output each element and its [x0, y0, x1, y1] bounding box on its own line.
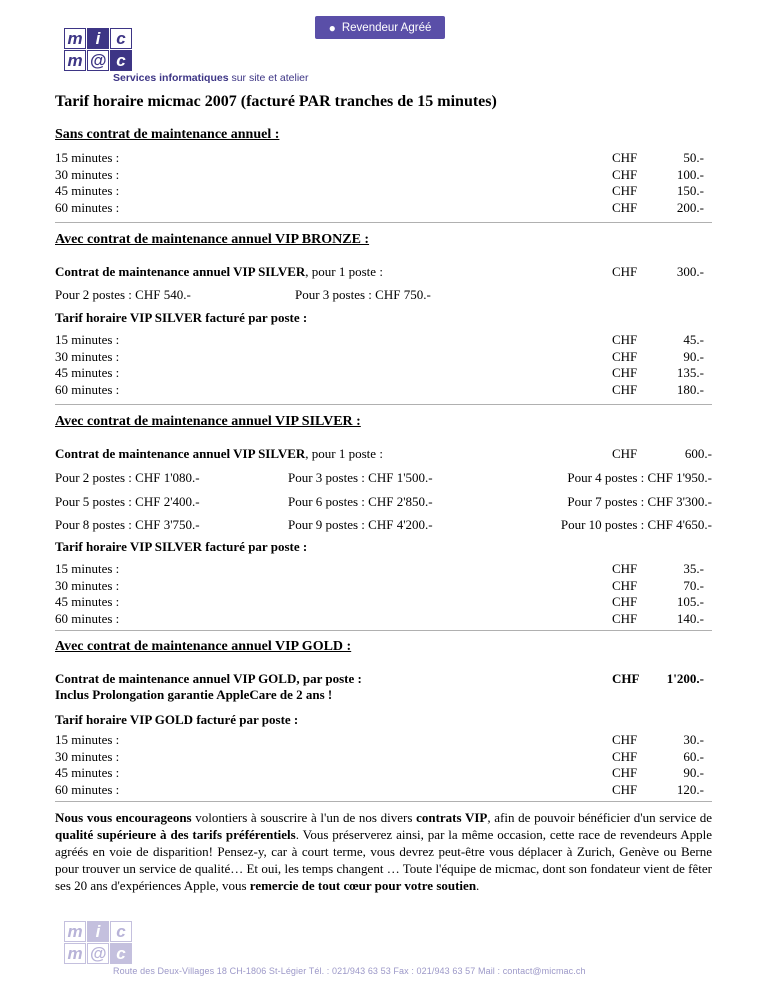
logo-cell: m: [64, 50, 86, 71]
poste-price: Pour 2 postes : CHF 1'080.-: [55, 470, 200, 485]
contract-line: Contrat de maintenance annuel VIP GOLD, par poste :: [55, 671, 362, 686]
logo-cell: m: [64, 921, 86, 942]
poste-price: Pour 2 postes : CHF 540.-: [55, 287, 191, 302]
section-heading-silver: Avec contrat de maintenance annuel VIP SILVER :: [55, 414, 361, 429]
currency-column: CHF CHF CHF CHF: [612, 561, 638, 626]
divider: [55, 222, 712, 223]
poste-price: Pour 3 postes : CHF 750.-: [295, 287, 431, 302]
currency-column: CHF CHF CHF CHF: [612, 732, 638, 797]
poste-price: Pour 7 postes : CHF 3'300.-: [567, 494, 712, 509]
logo-cell: m: [64, 943, 86, 964]
duration-list: 15 minutes : 30 minutes : 45 minutes : 60 minutes :: [55, 332, 120, 397]
poste-price: Pour 9 postes : CHF 4'200.-: [288, 517, 433, 532]
poste-price: Pour 10 postes : CHF 4'650.-: [560, 517, 712, 532]
closing-paragraph: Nous vous encourageons volontiers à souscrire à l'un de nos divers contrats VIP, afin de pouvoir bénéficier d'un service de qualité supérieure à des tarifs préférentiels. Vous préserverez ainsi, par la même occasion, cette race de revendeurs Apple agréés en voie de disparition! Pensez-y, car à court terme, vous devrez peut-être vous déplacer à Zurich, Genève ou Berne pour trouver un service de qualité… Et oui, les temps changent … Toute l'équipe de micmac, dont son fondateur vient de fêter ses 20 ans d'expériences Apple, vous remercie de tout cœur pour votre soutien.: [55, 810, 713, 893]
currency-label: CHF: [612, 264, 638, 279]
logo-cell: c: [110, 943, 132, 964]
amount-column: 35.- 70.- 105.- 140.-: [676, 561, 704, 626]
currency-label: CHF: [612, 671, 640, 686]
poste-price: Pour 6 postes : CHF 2'850.-: [288, 494, 433, 509]
duration-list: 15 minutes : 30 minutes : 45 minutes : 60 minutes :: [55, 732, 120, 797]
tagline: Services informatiques sur site et atelier: [113, 72, 309, 84]
footer-contact: Route des Deux-Villages 18 CH-1806 St-Légier Tél. : 021/943 63 53 Fax : 021/943 63 57 Mail : contact@micmac.ch: [113, 966, 586, 976]
poste-price: Pour 5 postes : CHF 2'400.-: [55, 494, 200, 509]
logo-cell: m: [64, 28, 86, 49]
badge-label: Revendeur Agréé: [341, 21, 432, 34]
currency-column: CHF CHF CHF CHF: [612, 150, 638, 215]
currency-label: CHF: [612, 446, 638, 461]
divider: [55, 630, 712, 631]
contract-price: 1'200.-: [666, 671, 704, 686]
contract-line: Contrat de maintenance annuel VIP SILVER, pour 1 poste :: [55, 446, 383, 461]
duration-list: 15 minutes : 30 minutes : 45 minutes : 60 minutes :: [55, 150, 120, 215]
apple-reseller-badge: [315, 16, 445, 39]
section-heading-gold: Avec contrat de maintenance annuel VIP GOLD :: [55, 639, 352, 654]
currency-column: CHF CHF CHF CHF: [612, 332, 638, 397]
apple-icon: ●: [328, 20, 336, 35]
logo-cell: @: [87, 943, 109, 964]
hourly-heading: Tarif horaire VIP SILVER facturé par poste :: [55, 539, 308, 554]
hourly-heading: Tarif horaire VIP GOLD facturé par poste :: [55, 712, 299, 727]
page-title: Tarif horaire micmac 2007 (facturé PAR tranches de 15 minutes): [55, 93, 497, 110]
contract-line: Contrat de maintenance annuel VIP SILVER, pour 1 poste :: [55, 264, 383, 279]
contract-price: 300.-: [676, 264, 704, 279]
section-heading-bronze: Avec contrat de maintenance annuel VIP BRONZE :: [55, 232, 370, 247]
contract-price: 600.-: [684, 446, 712, 461]
poste-price: Pour 8 postes : CHF 3'750.-: [55, 517, 200, 532]
section-heading-no-contract: Sans contrat de maintenance annuel :: [55, 127, 280, 142]
amount-column: 50.- 100.- 150.- 200.-: [676, 150, 704, 215]
logo-cell: c: [110, 28, 132, 49]
amount-column: 45.- 90.- 135.- 180.-: [676, 332, 704, 397]
logo-cell: i: [87, 28, 109, 49]
hourly-heading: Tarif horaire VIP SILVER facturé par poste :: [55, 310, 308, 325]
logo-cell: c: [110, 921, 132, 942]
divider: [55, 404, 712, 405]
logo-cell: i: [87, 921, 109, 942]
logo-cell: c: [110, 50, 132, 71]
poste-price: Pour 4 postes : CHF 1'950.-: [567, 470, 712, 485]
contract-line: Inclus Prolongation garantie AppleCare de 2 ans !: [55, 687, 333, 702]
amount-column: 30.- 60.- 90.- 120.-: [676, 732, 704, 797]
divider: [55, 801, 712, 802]
duration-list: 15 minutes : 30 minutes : 45 minutes : 60 minutes :: [55, 561, 120, 626]
logo-cell: @: [87, 50, 109, 71]
micmac-logo: [64, 28, 132, 71]
poste-price: Pour 3 postes : CHF 1'500.-: [288, 470, 433, 485]
micmac-footer-logo: [64, 921, 132, 964]
